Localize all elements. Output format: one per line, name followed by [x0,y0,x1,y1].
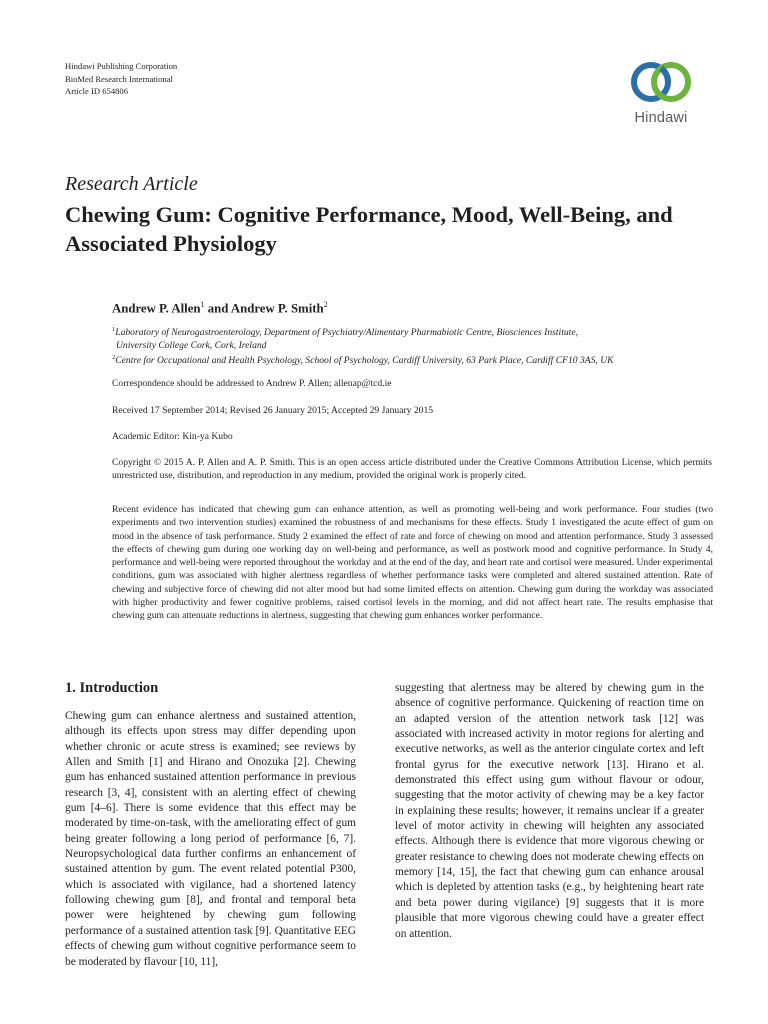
author-name: Andrew P. Allen [112,301,201,316]
affiliation-mark: 1 [112,326,116,333]
publisher-name: Hindawi Publishing Corporation [65,61,178,71]
author-name: Andrew P. Smith [230,301,324,316]
article-title: Chewing Gum: Cognitive Performance, Mood, Well-Being, and Associated Physiology [65,202,673,256]
copyright-notice: Copyright © 2015 A. P. Allen and A. P. Smith. This is an open access article distributed under the Creative Commons Attribution License, which permits unrestricted use, distribution, and reproduction in any medium, provided the original work is properly cited. [112,457,712,482]
affiliation-2 [112,351,712,367]
section-heading: 1. Introduction [65,680,159,696]
article-type: Research Article [65,173,198,195]
journal-name: BioMed Research International [65,73,173,84]
correspondence: Correspondence should be addressed to Andrew P. Allen; allenap@tcd.ie [112,378,392,389]
affiliation-mark: 1 [200,300,205,309]
body-column-right: suggesting that alertness may be altered by chewing gum in the absence of cognitive performance. Quickening of reaction time on an adapted version of the attention network task [12] was associated with increased activity in motor regions for alerting and executive networks, as well as the anterior cingulate cortex and left frontal gyrus for the executive network [13]. Hirano et al. demonstrated this effect using gum without flavour or odour, suggesting that the motor activity of chewing may be a key factor in explaining these results; however, it remains unclear if a greater level of motor activity in chewing will heighten any associated effects. Although there is evidence that more vigorous chewing or greater resistance to chewing does not moderate chewing effects on memory [14, 15], the fact that chewing gum can enhance arousal which is depleted by attention tasks (e.g., by heightening heart rate and beta power during vigilance) [9] suggests that it is more plausible that more vigorous chewing could have a greater effect on attention. [395,682,704,940]
author-joiner: and [204,301,231,316]
author-list [112,300,328,316]
affiliation-mark: 2 [323,300,328,309]
article-dates: Received 17 September 2014; Revised 26 January 2015; Accepted 29 January 2015 [112,405,434,416]
abstract: Recent evidence has indicated that chewing gum can enhance attention, as well as promoting well-being and work performance. Four studies (two experiments and two intervention studies) examined the robustness of and mechanisms for these effects. Study 1 investigated the acute effect of gum on mood in the absence of task performance. Study 2 examined the effect of rate and force of chewing on mood and attention performance. Study 3 assessed the effects of chewing gum during one working day on well-being and performance, as well as postwork mood and cognitive performance. In Study 4, performance and well-being were reported throughout the workday and at the end of the day, and heart rate and cortisol were measured. Under experimental conditions, gum was associated with higher alertness regardless of whether performance tasks were completed and altered sustained attention. Rate of chewing and subjective force of chewing did not alter mood but had some limited effects on attention. Chewing gum during the workday was associated with higher productivity and fewer cognitive problems, raised cortisol levels in the morning, and did not affect heart rate. The results emphasise that chewing gum can attenuate reductions in alertness, suggesting that chewing gum enhances worker performance. [112,504,713,622]
body-column-left: Chewing gum can enhance alertness and sustained attention, although its effects upon stress may differ depending upon whether chronic or acute stress is examined; see reviews by Allen and Smith [1] and Hirano and Onozuka [2]. Chewing gum has enhanced sustained attention performance in previous research [3, 4], consistent with an alerting effect of chewing gum [4–6]. There is some evidence that this effect may be moderated by time-on-task, with the ameliorating effect of gum being greater following a long period of performance [6, 7]. Neuropsychological data further confirms an enhancement of sustained attention by gum. The event related potential P300, which is associated with vigilance, had a shortened latency following chewing gum [8], and frontal and temporal beta power were heightened by chewing gum following performance of a sustained attention task [9]. Quantitative EEG effects of chewing gum without cognitive performance seem to be moderated by flavour [10, 11], [65,710,356,968]
logo-text: Hindawi [634,110,688,126]
affiliation-mark: 2 [112,354,116,361]
hindawi-logo [622,56,718,136]
academic-editor: Academic Editor: Kin-ya Kubo [112,431,233,442]
affiliation-text: Laboratory of Neurogastroenterology, Department of Psychiatry/Alimentary Pharmabiotic Centre, Biosciences Institute, [115,327,578,339]
affiliation-1 [112,323,712,353]
hindawi-rings-icon [622,56,700,108]
affiliation-text: University College Cork, Cork, Ireland [116,340,267,352]
publication-info [65,60,177,98]
affiliation-text: Centre for Occupational and Health Psychology, School of Psychology, Cardiff University, 63 Park Place, Cardiff CF10 3AS, UK [115,355,614,367]
article-id: Article ID 654806 [65,86,129,97]
